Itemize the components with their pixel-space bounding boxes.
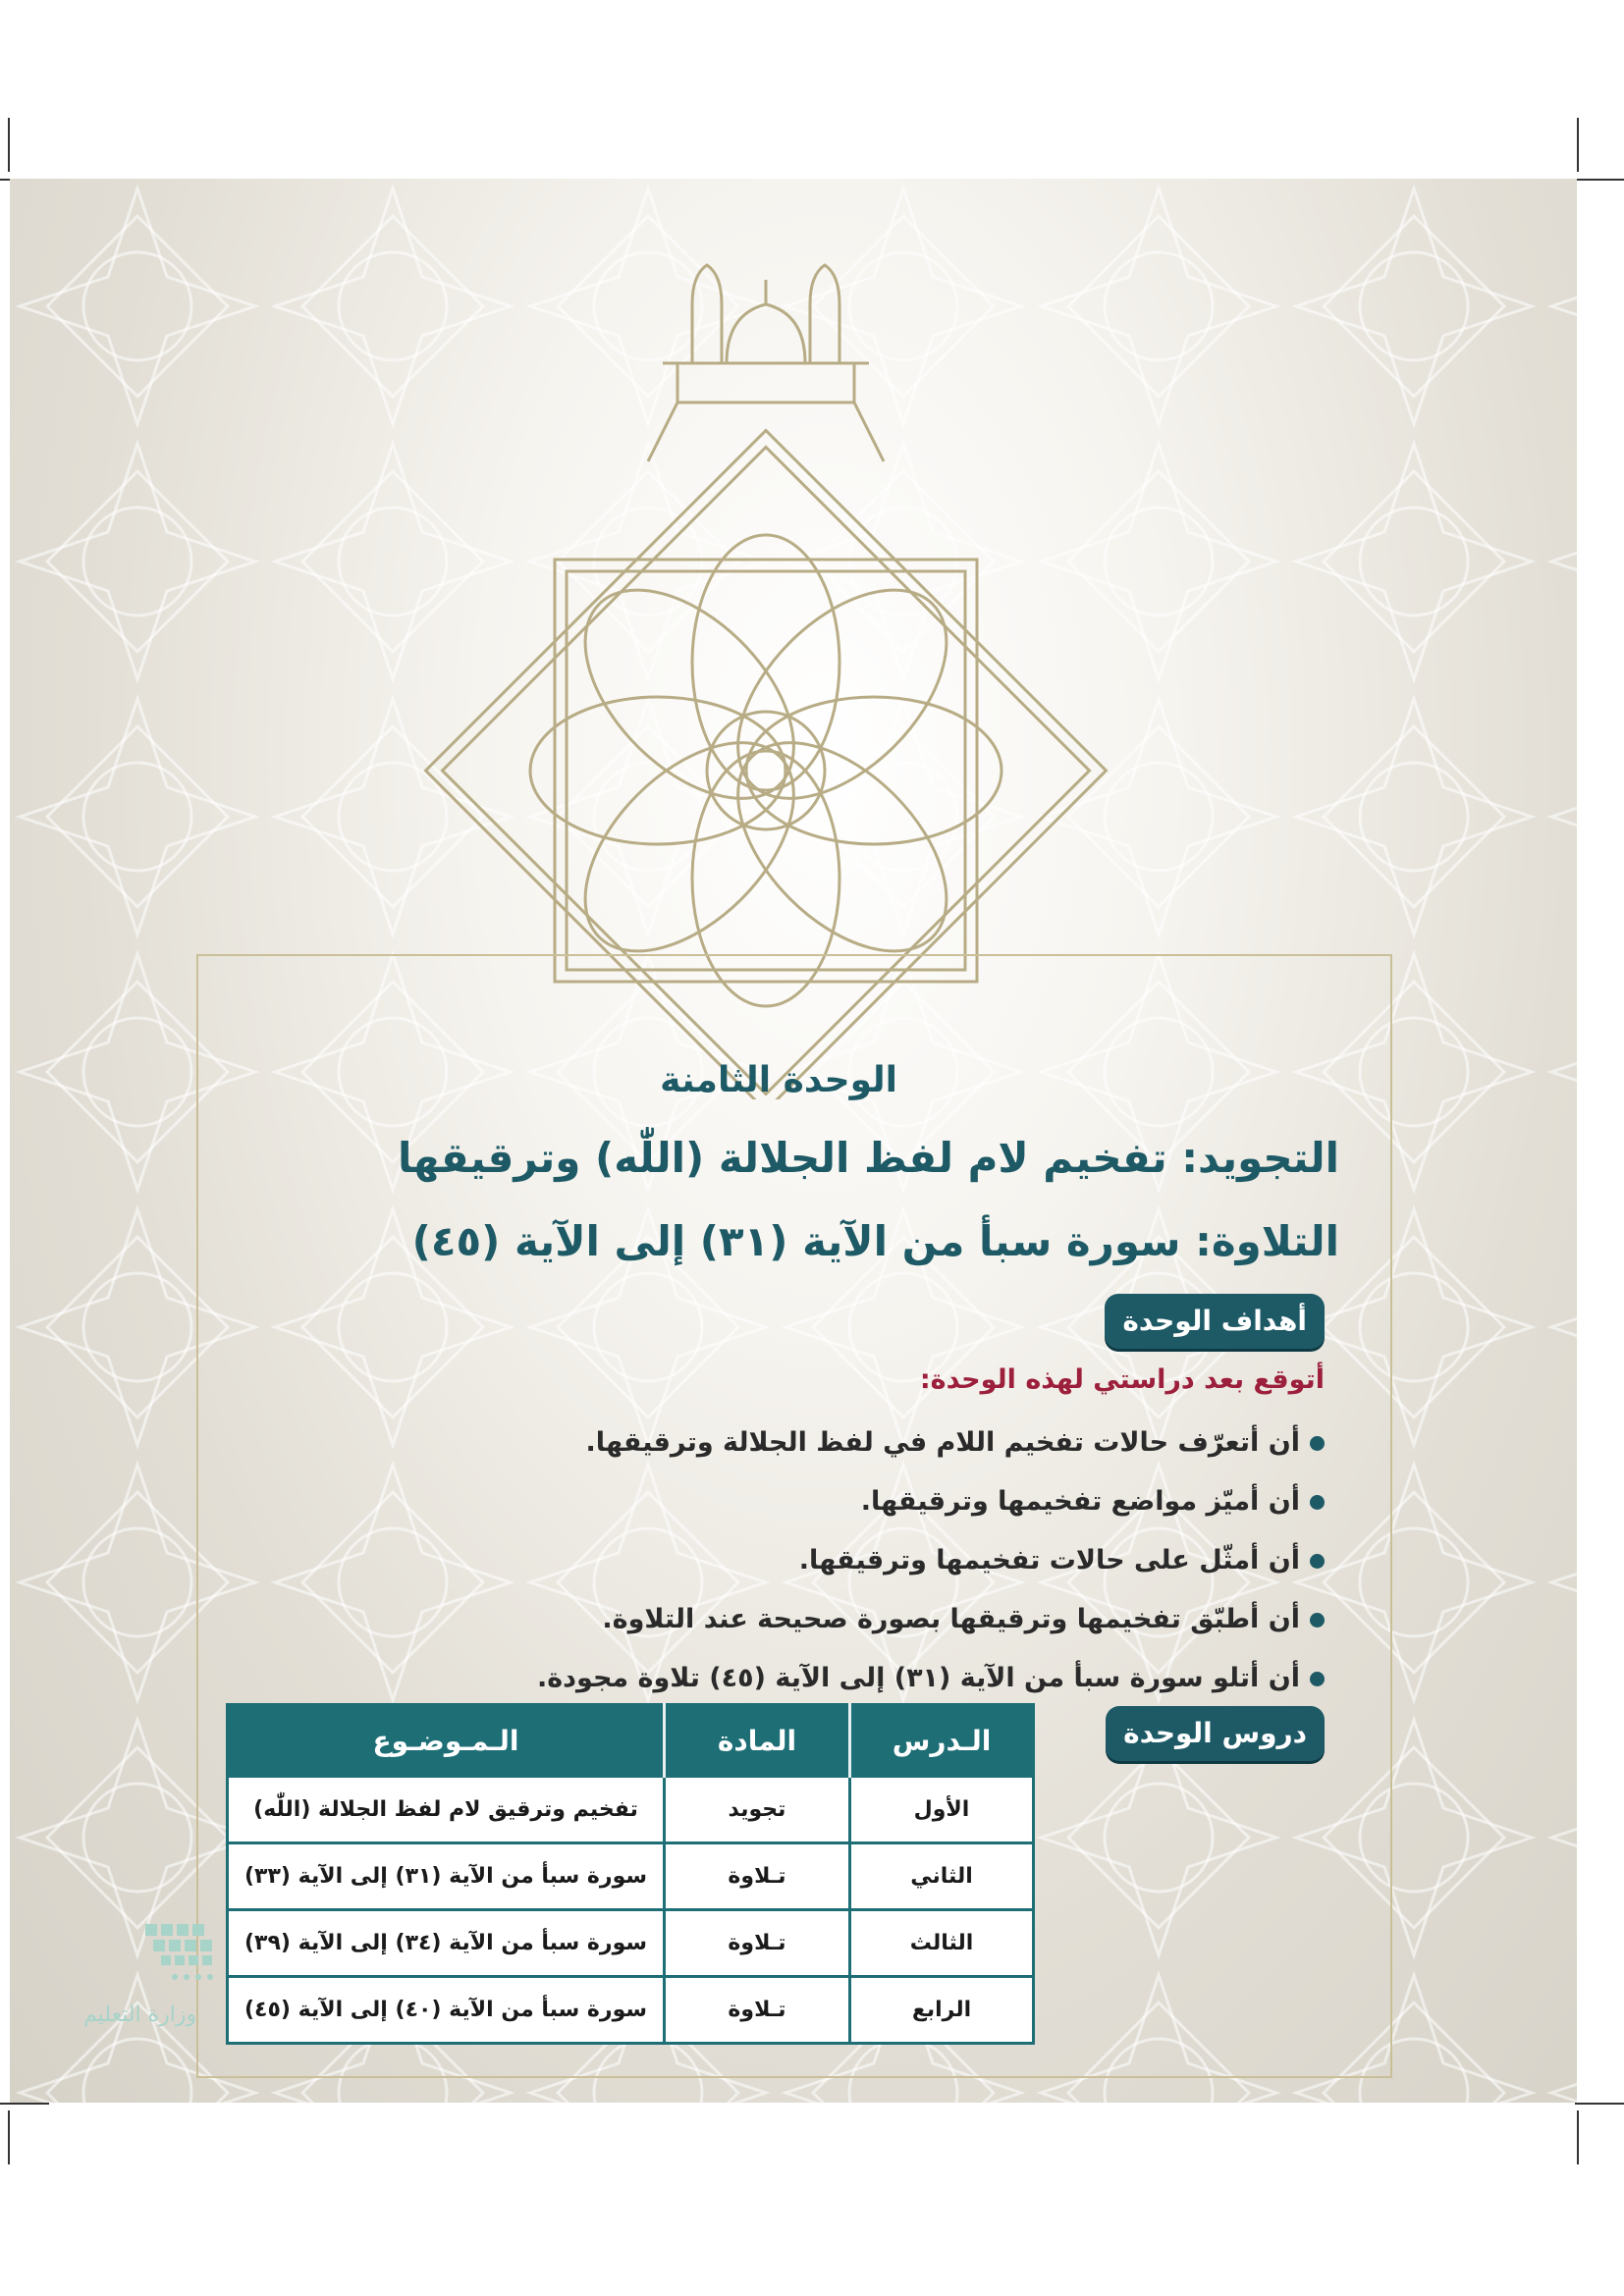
bullet-icon <box>1310 1436 1325 1451</box>
crop-mark <box>1577 118 1579 172</box>
lessons-heading-badge: دروس الوحدة <box>1106 1706 1325 1761</box>
lesson-cell: الثالث <box>850 1910 1034 1977</box>
table-header-row <box>228 1705 1034 1777</box>
crop-mark <box>1575 2103 1624 2105</box>
topic-cell: سورة سبأ من الآية (٣١) إلى الآية (٣٣) <box>228 1843 665 1910</box>
lesson-cell: الأول <box>850 1777 1034 1843</box>
crop-mark <box>0 2103 49 2105</box>
crop-mark <box>1577 2110 1579 2164</box>
objective-item: أن أطبّق تفخيمها وترقيقها بصورة صحيحة عند التلاوة. <box>537 1590 1325 1649</box>
objectives-intro: أتوقع بعد دراستي لهذه الوحدة: <box>919 1364 1325 1395</box>
lesson-cell: الثاني <box>850 1843 1034 1910</box>
table-row <box>228 1777 1034 1843</box>
tajweed-heading: التجويد: تفخيم لام لفظ الجلالة (اللّٰه) وترقيقها <box>398 1134 1339 1182</box>
table-row <box>228 1977 1034 2044</box>
objective-item: أن أميّز مواضع تفخيمها وترقيقها. <box>537 1472 1325 1531</box>
subject-cell: تـلاوة <box>665 1843 850 1910</box>
crop-mark <box>1575 179 1624 181</box>
bullet-icon <box>1310 1495 1325 1510</box>
ministry-logo-text: وزارة التعليم <box>83 2002 197 2027</box>
column-header-lesson: الـدرس <box>850 1705 1034 1777</box>
table-row <box>228 1910 1034 1977</box>
objective-item: أن أتعرّف حالات تفخيم اللام في لفظ الجلالة وترقيقها. <box>537 1414 1325 1472</box>
unit-title: الوحدة الثامنة <box>660 1060 897 1100</box>
crop-mark <box>8 118 10 172</box>
tilawa-heading: التلاوة: سورة سبأ من الآية (٣١) إلى الآية (٤٥) <box>411 1217 1339 1265</box>
objectives-heading-badge: أهداف الوحدة <box>1105 1294 1325 1349</box>
subject-cell: تجويد <box>665 1777 850 1843</box>
crop-mark <box>8 2110 10 2164</box>
ministry-logo-icon <box>145 1924 234 1993</box>
topic-cell: تفخيم وترقيق لام لفظ الجلالة (اللّٰه) <box>228 1777 665 1843</box>
topic-cell: سورة سبأ من الآية (٤٠) إلى الآية (٤٥) <box>228 1977 665 2044</box>
objective-item: أن أمثّل على حالات تفخيمها وترقيقها. <box>537 1531 1325 1590</box>
column-header-subject: المادة <box>665 1705 850 1777</box>
subject-cell: تـلاوة <box>665 1977 850 2044</box>
topic-cell: سورة سبأ من الآية (٣٤) إلى الآية (٣٩) <box>228 1910 665 1977</box>
lessons-table <box>226 1703 1035 2045</box>
column-header-topic: الـمـوضـوع <box>228 1705 665 1777</box>
bullet-icon <box>1310 1672 1325 1686</box>
bullet-icon <box>1310 1613 1325 1628</box>
table-row <box>228 1843 1034 1910</box>
subject-cell: تـلاوة <box>665 1910 850 1977</box>
bullet-icon <box>1310 1554 1325 1569</box>
objectives-list <box>537 1414 1325 1708</box>
lesson-cell: الرابع <box>850 1977 1034 2044</box>
objective-item: أن أتلو سورة سبأ من الآية (٣١) إلى الآية (٤٥) تلاوة مجودة. <box>537 1649 1325 1708</box>
